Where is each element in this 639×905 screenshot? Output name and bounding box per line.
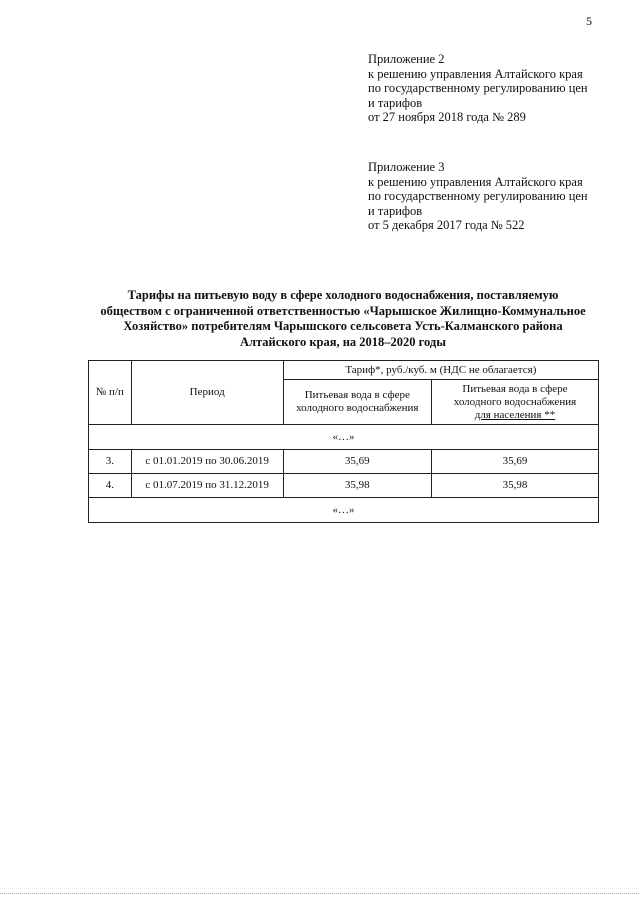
table-row-ellipsis — [89, 498, 599, 523]
table-header-row — [89, 361, 599, 380]
appendix-line: от 27 ноября 2018 года № 289 — [368, 110, 526, 124]
header-number: № п/п — [89, 361, 132, 425]
document-title — [98, 288, 588, 350]
cell-period: с 01.01.2019 по 30.06.2019 — [131, 450, 283, 474]
table-row-ellipsis — [89, 425, 599, 450]
table-row — [89, 450, 599, 474]
header-water: Питьевая вода в сфере холодного водоснабжения — [283, 380, 431, 425]
cell-water: 35,69 — [283, 450, 431, 474]
appendix-line: к решению управления Алтайского края — [368, 174, 583, 189]
appendix-line: к решению управления Алтайского края — [368, 66, 583, 81]
title-line: Хозяйство» потребителям Чарышского сельсовета Усть-Калманского района — [123, 319, 563, 333]
appendix-line: и тарифов — [368, 95, 423, 110]
appendix-line: Приложение 3 — [368, 160, 445, 174]
ellipsis-cell: «…» — [89, 425, 599, 450]
cell-water: 35,98 — [283, 474, 431, 498]
appendix-2-header — [368, 52, 618, 125]
appendix-line: Приложение 2 — [368, 52, 445, 66]
header-line: холодного водоснабжения — [453, 395, 577, 408]
page-number: 5 — [586, 14, 592, 28]
header-line: Питьевая вода в сфере — [462, 382, 568, 395]
header-tariff-group: Тариф*, руб./куб. м (НДС не облагается) — [283, 361, 598, 380]
table-row — [89, 474, 599, 498]
cell-number: 4. — [89, 474, 132, 498]
cell-water-population: 35,98 — [431, 474, 598, 498]
title-line: Алтайского края, на 2018–2020 годы — [239, 334, 447, 349]
appendix-line: по государственному регулированию цен — [368, 81, 588, 95]
title-line: обществом с ограниченной ответственностью «Чарышское Жилищно-Коммунальное — [100, 303, 586, 318]
cell-period: с 01.07.2019 по 31.12.2019 — [131, 474, 283, 498]
cell-water-population: 35,69 — [431, 450, 598, 474]
appendix-line: и тарифов — [368, 203, 423, 218]
header-period: Период — [131, 361, 283, 425]
header-water-population — [431, 380, 598, 425]
ellipsis-cell: «…» — [89, 498, 599, 523]
header-line: для населения ** — [474, 408, 556, 421]
tariff-table — [88, 360, 599, 523]
appendix-line: по государственному регулированию цен — [368, 189, 588, 203]
appendix-line: от 5 декабря 2017 года № 522 — [368, 218, 525, 232]
title-line: Тарифы на питьевую воду в сфере холодного водоснабжения, поставляемую — [127, 288, 559, 302]
cell-number: 3. — [89, 450, 132, 474]
scan-bottom-edge — [0, 893, 639, 894]
appendix-3-header — [368, 160, 618, 233]
